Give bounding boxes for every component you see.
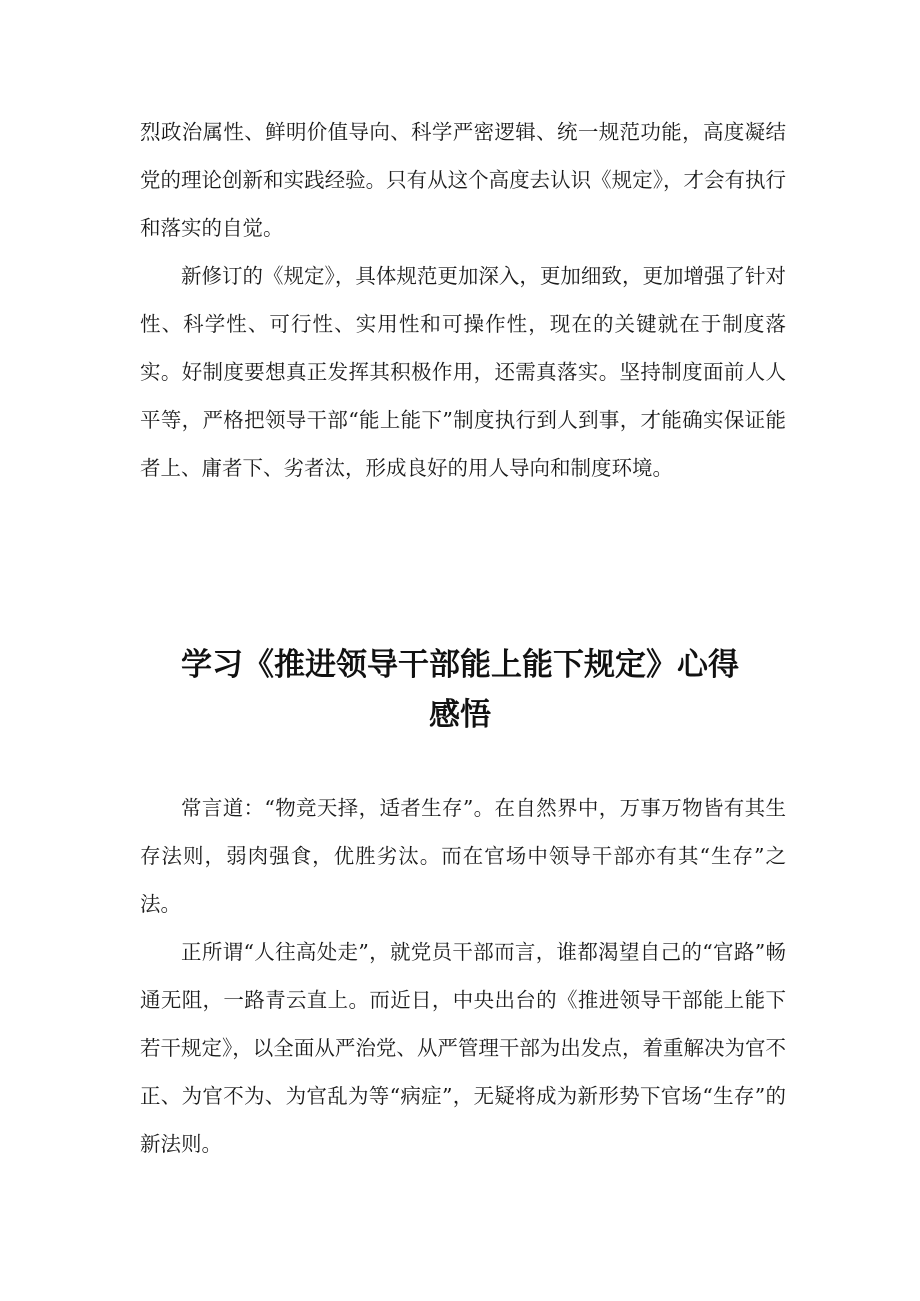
article-title-line1: 学习《推进领导干部能上能下规定》心得	[181, 647, 739, 683]
paragraph-continued: 烈政治属性、鲜明价值导向、科学严密逻辑、统一规范功能，高度凝结党的理论创新和实践经验。只有从这个高度去认识《规定》，才会有执行和落实的自觉。	[140, 120, 786, 240]
paragraph-new-rules: 正所谓“人往高处走”，就党员干部而言，谁都渴望自己的“官路”畅通无阻，一路青云直上。而近日，中央出台的《推进领导干部能上能下若干规定》，以全面从严治党、从严管理干部为出发点，着重解决为官不正、为官不为、为官乱为等“病症”，无疑将成为新形势下官场“生存”的新法则。	[140, 940, 786, 1156]
top-text-section	[140, 108, 786, 492]
paragraph-regulation-implementation: 新修订的《规定》，具体规范更加深入，更加细致，更加增强了针对性、科学性、可行性、实用性和可操作性，现在的关键就在于制度落实。好制度要想真正发挥其积极作用，还需真落实。坚持制度面前人人平等，严格把领导干部“能上能下”制度执行到人到事，才能确实保证能者上、庸者下、劣者汰，形成良好的用人导向和制度环境。	[140, 264, 786, 480]
article-title	[120, 640, 800, 740]
article-title-line2: 感悟	[429, 697, 491, 733]
paragraph-survival-law: 常言道：“物竞天择，适者生存”。在自然界中，万事万物皆有其生存法则，弱肉强食，优胜劣汰。而在官场中领导干部亦有其“生存”之法。	[140, 796, 786, 916]
bottom-text-section	[140, 784, 786, 1168]
